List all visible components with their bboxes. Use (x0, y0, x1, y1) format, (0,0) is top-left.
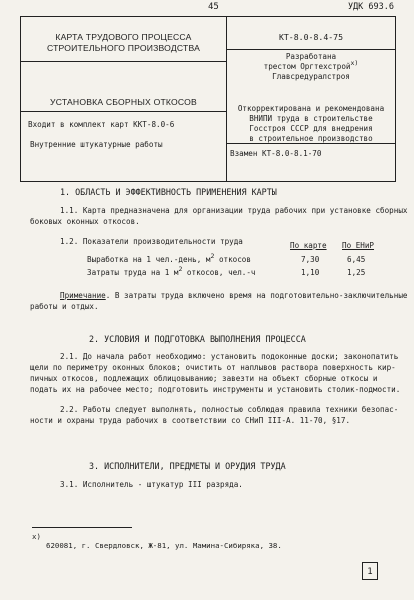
page-number-box: 1 (362, 562, 378, 580)
developed-line2 (226, 59, 396, 72)
column-header-enir: По ЕНиР (342, 241, 375, 250)
header-divider-left-1 (20, 61, 227, 62)
p12-label: 1.2. Показатели производительности труда (60, 237, 243, 246)
header-divider-right-1 (226, 49, 396, 50)
note-rest: . В затраты труда включено время на подготовительно-заключительные (105, 291, 408, 300)
developed-org: трестом Оргтехстрой (263, 62, 351, 71)
p11-line2: боковых оконных откосов. (30, 217, 140, 226)
operation-name: УСТАНОВКА СБОРНЫХ ОТКОСОВ (50, 97, 197, 107)
developer-block (226, 52, 396, 82)
p21-line1: 2.1. До начала работ необходимо: установить подоконные доски; законопатить (60, 352, 399, 361)
p22-line1: 2.2. Работы следует выполнять, полностью соблюдая правила техники безопас- (60, 405, 399, 414)
row1-label (87, 254, 251, 266)
corrected-line2: ВНИПИ труда в строительстве (249, 114, 373, 123)
developed-line3: Главсредуралстроя (272, 72, 350, 81)
top-page-number: 45 (208, 2, 219, 12)
row1-card-value: 7,30 (301, 255, 320, 264)
note-line2: работы и отдых. (30, 302, 99, 311)
card-title-line2: СТРОИТЕЛЬНОГО ПРОИЗВОДСТВА (46, 43, 201, 53)
corrected-block (226, 104, 396, 144)
note-line1 (60, 290, 407, 301)
row2-enir-value: 1,25 (347, 268, 366, 277)
row2-card-value: 1,10 (301, 268, 320, 277)
works-type: Внутренние штукатурные работы (30, 140, 163, 149)
replaces-card: Взамен КТ-8.0-8.1-70 (230, 149, 322, 158)
footnote-rule (32, 527, 132, 528)
p21-line4: подать их на рабочее место; подготовить инструменты и установить столик-подмости. (30, 385, 401, 394)
row1-label-b: откосов (214, 255, 251, 264)
corrected-line1: Откорректирована и рекомендована (237, 104, 385, 113)
p11-line1: 1.1. Карта предназначена для организации труда рабочих при установке сборных (60, 206, 408, 215)
column-header-card: По карте (290, 241, 327, 250)
section2-title: 2. УСЛОВИЯ И ПОДГОТОВКА ВЫПОЛНЕНИЯ ПРОЦЕССА (89, 334, 306, 344)
kit-reference: Входит в комплект карт ККТ-8.0-6 (28, 120, 175, 129)
udk-code: УДК 693.6 (347, 2, 394, 12)
row2-label-a: Затраты труда на 1 м (87, 268, 179, 277)
row1-label-a: Выработка на 1 чел.-день, м (87, 255, 211, 264)
note-word: Примечание (60, 291, 106, 300)
p22-line2: ности и охраны труда рабочих в соответствии со СНиП III-А. 11-70, §17. (30, 416, 351, 425)
p21-line2: щели по периметру оконных блоков; очистить от наплывов раствора поверхность кир- (30, 363, 396, 372)
footnote-text: 620081, г. Свердловск, Ж-81, ул. Мамина-Сибиряка, 38. (46, 541, 282, 550)
section3-title: 3. ИСПОЛНИТЕЛИ, ПРЕДМЕТЫ И ОРУДИЯ ТРУДА (89, 461, 286, 471)
card-title (22, 32, 225, 54)
card-title-line1: КАРТА ТРУДОВОГО ПРОЦЕССА (55, 32, 192, 42)
row1-superscript: 2 (210, 252, 215, 260)
section1-title: 1. ОБЛАСТЬ И ЭФФЕКТИВНОСТЬ ПРИМЕНЕНИЯ КАРТЫ (60, 187, 277, 197)
developed-line1: Разработана (285, 52, 337, 61)
row2-label-b: откосов, чел.-ч (182, 268, 256, 277)
corrected-line3: Госстроя СССР для внедрения (249, 124, 373, 133)
row1-enir-value: 6,45 (347, 255, 366, 264)
row2-label (87, 267, 256, 279)
footnote-mark: х) (32, 532, 41, 541)
p31: 3.1. Исполнитель - штукатур III разряда. (60, 480, 243, 489)
row2-superscript: 2 (178, 265, 183, 273)
p21-line3: пичных откосов, подлежащих облицовыванию; завезти на объект сборные откосы и (30, 374, 378, 383)
developed-footnote-mark: х) (350, 59, 359, 67)
header-divider-left-2 (20, 111, 227, 112)
card-code: КТ-8.0-8.4-75 (278, 32, 344, 42)
corrected-line4: в строительное производство (249, 134, 373, 143)
